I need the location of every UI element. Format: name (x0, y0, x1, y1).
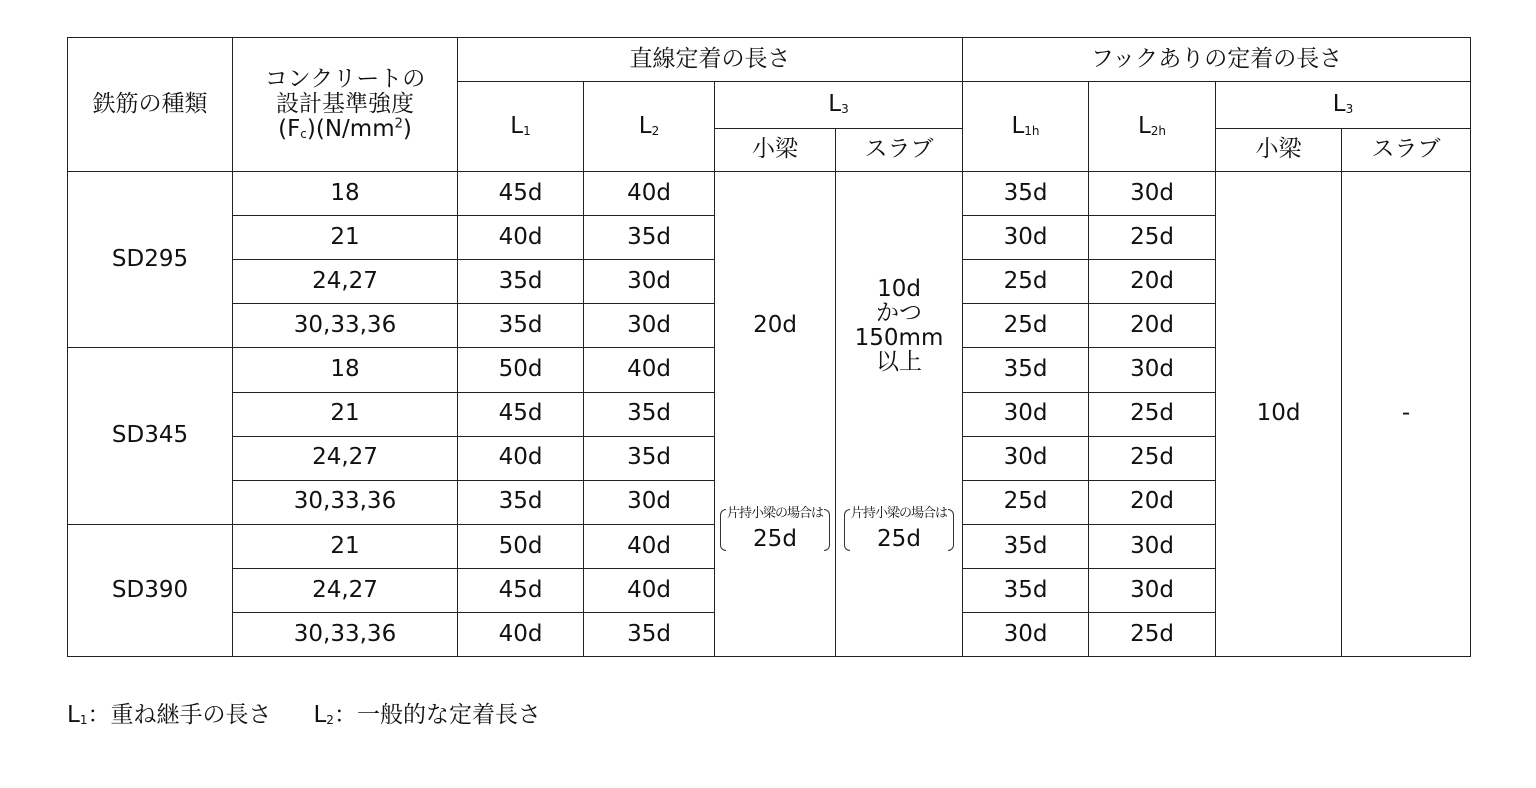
header-straight-L3: $L_3$ (715, 82, 963, 129)
hook-L3-beam-cell: 10d (1216, 172, 1342, 657)
L2h-cell: 25d (1089, 216, 1216, 260)
L2h-cell: 25d (1089, 436, 1216, 480)
L2h-cell: 20d (1089, 480, 1216, 524)
L1h-cell: 35d (963, 569, 1089, 613)
rebar-type-cell: SD390 (68, 524, 233, 657)
L1-cell: 50d (458, 524, 584, 569)
L1h-cell: 25d (963, 304, 1089, 348)
L2-cell: 30d (584, 260, 715, 304)
L1h-cell: 35d (963, 348, 1089, 393)
L1-cell: 35d (458, 260, 584, 304)
concrete-strength-cell: 24,27 (233, 436, 458, 480)
L2h-cell: 30d (1089, 569, 1216, 613)
L2h-cell: 25d (1089, 613, 1216, 657)
header-rebar-type: 鉄筋の種類 (68, 38, 233, 172)
L1-cell: 50d (458, 348, 584, 393)
L1-cell: 40d (458, 613, 584, 657)
L2-cell: 40d (584, 569, 715, 613)
L1-cell: 35d (458, 480, 584, 524)
header-straight-anchorage: 直線定着の長さ (458, 38, 963, 82)
concrete-strength-cell: 18 (233, 348, 458, 393)
concrete-strength-cell: 30,33,36 (233, 304, 458, 348)
L2-cell: 35d (584, 216, 715, 260)
L2h-cell: 25d (1089, 392, 1216, 436)
footnote-l1: $L_1$：重ね継手の長さ (67, 702, 272, 728)
L2h-cell: 30d (1089, 524, 1216, 569)
L1-cell: 45d (458, 392, 584, 436)
L1h-cell: 30d (963, 613, 1089, 657)
header-hook-beam: 小梁 (1216, 129, 1342, 172)
cantilever-beam-note: 片持小梁の場合は 25d (722, 507, 828, 553)
concrete-strength-cell: 21 (233, 392, 458, 436)
header-straight-slab: スラブ (836, 129, 963, 172)
L1-cell: 40d (458, 436, 584, 480)
straight-L3-slab-cell (836, 172, 963, 657)
header-L2h: $L_{2h}$ (1089, 82, 1216, 172)
L2-cell: 40d (584, 524, 715, 569)
L2-cell: 30d (584, 480, 715, 524)
straight-L3-beam-cell (715, 172, 836, 657)
L1h-cell: 35d (963, 524, 1089, 569)
concrete-strength-cell: 21 (233, 216, 458, 260)
concrete-strength-cell: 18 (233, 172, 458, 216)
header-concrete-line2: 設計基準強度 (276, 90, 414, 117)
L2-cell: 35d (584, 436, 715, 480)
header-hook-slab: スラブ (1342, 129, 1471, 172)
L1-cell: 45d (458, 172, 584, 216)
L2-cell: 35d (584, 613, 715, 657)
straight-L3-beam-value: 20d (753, 311, 797, 338)
header-L2: $L_2$ (584, 82, 715, 172)
footnote-l2: $L_2$：一般的な定着長さ (313, 702, 541, 728)
concrete-strength-cell: 30,33,36 (233, 480, 458, 524)
concrete-strength-cell: 24,27 (233, 260, 458, 304)
header-concrete-line3: $(F_c)(N/mm^2)$ (278, 116, 412, 143)
table-row (68, 172, 1471, 216)
L1-cell: 45d (458, 569, 584, 613)
cantilever-slab-note: 片持小梁の場合は 25d (846, 507, 952, 553)
L1h-cell: 25d (963, 480, 1089, 524)
L1-cell: 35d (458, 304, 584, 348)
anchorage-length-table (67, 37, 1471, 657)
L1h-cell: 30d (963, 216, 1089, 260)
hook-L3-slab-cell: - (1342, 172, 1471, 657)
header-straight-beam: 小梁 (715, 129, 836, 172)
L1h-cell: 30d (963, 392, 1089, 436)
L1-cell: 40d (458, 216, 584, 260)
header-L1: $L_1$ (458, 82, 584, 172)
L2-cell: 35d (584, 392, 715, 436)
rebar-type-cell: SD345 (68, 348, 233, 525)
straight-L3-slab-value: 10d かつ 150mm 以上 (854, 276, 944, 375)
L2-cell: 40d (584, 348, 715, 393)
L1h-cell: 30d (963, 436, 1089, 480)
header-hook-L3: $L_3$ (1216, 82, 1471, 129)
header-concrete-strength (233, 38, 458, 172)
header-hook-anchorage: フックありの定着の長さ (963, 38, 1471, 82)
concrete-strength-cell: 24,27 (233, 569, 458, 613)
L2h-cell: 30d (1089, 172, 1216, 216)
header-concrete-line1: コンクリートの (264, 65, 426, 92)
L2-cell: 40d (584, 172, 715, 216)
L2-cell: 30d (584, 304, 715, 348)
concrete-strength-cell: 21 (233, 524, 458, 569)
L2h-cell: 20d (1089, 260, 1216, 304)
L1h-cell: 25d (963, 260, 1089, 304)
rebar-type-cell: SD295 (68, 172, 233, 348)
L1h-cell: 35d (963, 172, 1089, 216)
L2h-cell: 20d (1089, 304, 1216, 348)
L2h-cell: 30d (1089, 348, 1216, 393)
footnote (67, 696, 541, 729)
header-L1h: $L_{1h}$ (963, 82, 1089, 172)
concrete-strength-cell: 30,33,36 (233, 613, 458, 657)
